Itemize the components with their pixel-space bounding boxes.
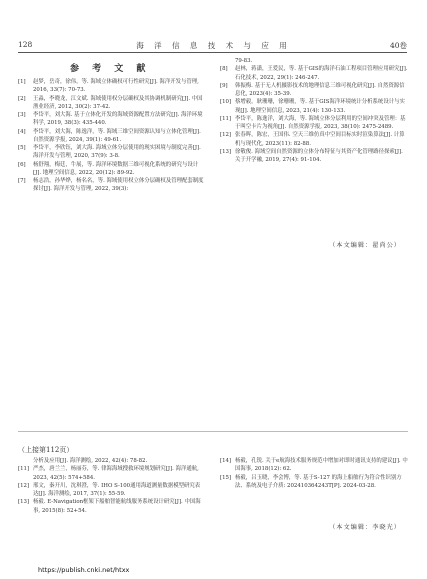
reference-item <box>220 148 408 165</box>
reference-text: 杨毅. E-Navigation框架下船舶智能航线服务系统设计研究[J]. 中国海事, 2015(8): 52+54. <box>33 499 201 514</box>
reference-text: 李岱平，李欣钰，刘大海. 海域立体分层使用的现实困境与制度完善[J]. 海洋开发与管理, 2020, 37(9): 3-8. <box>33 145 201 160</box>
reference-text: 分析及应用[J]. 海洋测绘, 2022, 42(4): 78-82. <box>33 458 148 464</box>
reference-number: [9] <box>220 82 228 89</box>
source-url[interactable]: https://publish.cnki.net/htxx <box>38 566 130 574</box>
reference-number: [8] <box>220 66 228 73</box>
reference-item <box>18 161 204 178</box>
reference-list-right <box>220 57 408 164</box>
reference-list-left <box>18 78 204 194</box>
reference-item <box>18 128 204 145</box>
reference-text: 韩振梅. 基于无人机摄影技术的地理信息三维可视化研究[J]. 自然资源信息化, 2023(4): 35-39. <box>235 82 405 97</box>
reference-text: 邢文，秦开川，沈琪澄，等. IHO S-100通用海道测量数据模型研究表达[J]. 海洋测绘, 2017, 37(1): 55-59. <box>33 482 201 497</box>
reference-item <box>18 95 204 112</box>
reference-item <box>220 82 408 99</box>
reference-number: [12] <box>18 482 30 489</box>
reference-number: [11] <box>220 115 232 122</box>
reference-text: 严杰，唐兰兰，杨丽芬，等. 律海海域搜救环境规划研究[J]. 海洋通航, 2023, 42(5): 574+584. <box>33 466 199 481</box>
reference-item <box>220 131 408 148</box>
reference-item <box>18 498 204 515</box>
reference-item <box>220 115 408 132</box>
reference-number: [14] <box>220 458 232 464</box>
reference-text: 蔡增毅，耿珊珊，徐珊珊，等. 基于GIS海洋环境统计分析系统设计与实现[J]. 地理空间信息, 2023, 21(4): 130-133. <box>235 99 405 114</box>
section-divider <box>18 431 408 432</box>
reference-number: [11] <box>18 466 30 473</box>
reference-item <box>18 177 204 194</box>
reference-number: [13] <box>220 148 232 155</box>
reference-text: 李岱平，刘大海. 基于立体化开发的海域资源配置方法研究[J]. 海洋环境科学, 2019, 38(3): 435-440. <box>33 112 203 127</box>
reference-item <box>18 482 204 499</box>
reference-text: 79-83. <box>235 58 253 64</box>
reference-number: [6] <box>18 161 26 168</box>
reference-item <box>18 144 204 161</box>
reference-text: 李岱平，陈逸洋，刘大海，等. 海域立体分层利用的空间冲突及管理：基于叫空卡片为视角[J]. 自然资源学报, 2023, 38(10): 2475-2489. <box>235 115 406 130</box>
reference-number: [1] <box>18 79 26 85</box>
reference-number: [12] <box>220 132 232 139</box>
page-number: 128 <box>18 40 33 49</box>
reference-item <box>220 98 408 115</box>
header-rule <box>18 52 407 53</box>
editor-note: （本文编辑：翟尚公） <box>329 242 401 249</box>
reference-text: 杨舒翔，梅廷，牛展，等. 海洋环境数据三维可视化系统的研究与设计[J]. 地理空间信息, 2022, 20(12): 89-92. <box>33 161 199 176</box>
reference-text: 赵梦，岳奇，徐伟，等. 海域立体确权可行性研究[J]. 海洋开发与管理, 2016, 33(7): 70-73. <box>33 79 199 94</box>
journal-title: 海 洋 信 息 技 术 与 应 用 <box>136 41 291 50</box>
reference-item <box>18 457 204 465</box>
reference-number: [7] <box>18 178 26 184</box>
page-header <box>0 0 427 48</box>
reference-text: 杨毅，孔锐. 关于e航海技术服务规范中增加对即时通讯支持的建议[J]. 中国海事, 2018(12): 62. <box>235 458 408 473</box>
reference-text: 杨毅，吕玉晓，李会博，等. 基于S-127 的海上船舶行为符合性识别方法、系统及电子介质: 202410364243T[P]. 2024-03-28. <box>235 474 402 489</box>
reference-item <box>220 65 408 82</box>
continuation-note: （上接第112页） <box>18 446 74 454</box>
volume-label: 40卷 <box>389 41 407 50</box>
reference-list-left-continued <box>18 457 204 515</box>
reference-list-right-continued <box>220 457 408 490</box>
reference-item <box>220 57 408 65</box>
reference-number: [13] <box>18 499 30 506</box>
reference-text: 赵林，蒋潇，王爱民，等. 基于GIS的海洋石油工程项目管理应用研究[J]. 石化技术, 2022, 29(1): 246-247. <box>235 66 408 81</box>
reference-text: 杨志浩，孙华烨，杨名名，等. 海域使用权立体分层确权及管理配套制度探讨[J]. 海洋开发与管理, 2022, 39(3): <box>33 178 204 193</box>
reference-item <box>220 474 408 491</box>
reference-number: [4] <box>18 128 26 135</box>
reference-item <box>18 78 204 95</box>
editor-note-2: （本文编辑：李晓光） <box>329 524 401 531</box>
reference-text: 王淼，李晓龙，江文斌. 海域使用权分层确权及其协调机制研究[J]. 中国渔业经济, 2012, 30(2): 37-42. <box>33 95 203 110</box>
reference-item <box>220 457 408 474</box>
reference-number: [5] <box>18 145 26 151</box>
reference-item <box>18 111 204 128</box>
reference-text: 李岱平，刘大海，陈逸洋，等. 海域三维空间资源认知与立体化管理[J]. 自然资源学报, 2024, 39(1): 49-61. <box>33 128 201 143</box>
references-title: 参 考 文 献 <box>70 64 151 74</box>
reference-text: 徐敬俊. 海域空间自然资源的立体分布特征与其资产化管理路径探索[J]. 关于开学融, 2019, 27(4): 91-104. <box>235 148 403 163</box>
reference-number: [15] <box>220 474 232 481</box>
reference-text: 张春晖，陈宏，王国伟. 空天三维仿真中空间目标实时渲染算法[J]. 计算机与现代化, 2023(11): 82-88. <box>235 132 405 147</box>
reference-number: [2] <box>18 95 26 102</box>
reference-item <box>18 465 204 482</box>
reference-number: [10] <box>220 99 232 106</box>
reference-number: [3] <box>18 112 26 118</box>
